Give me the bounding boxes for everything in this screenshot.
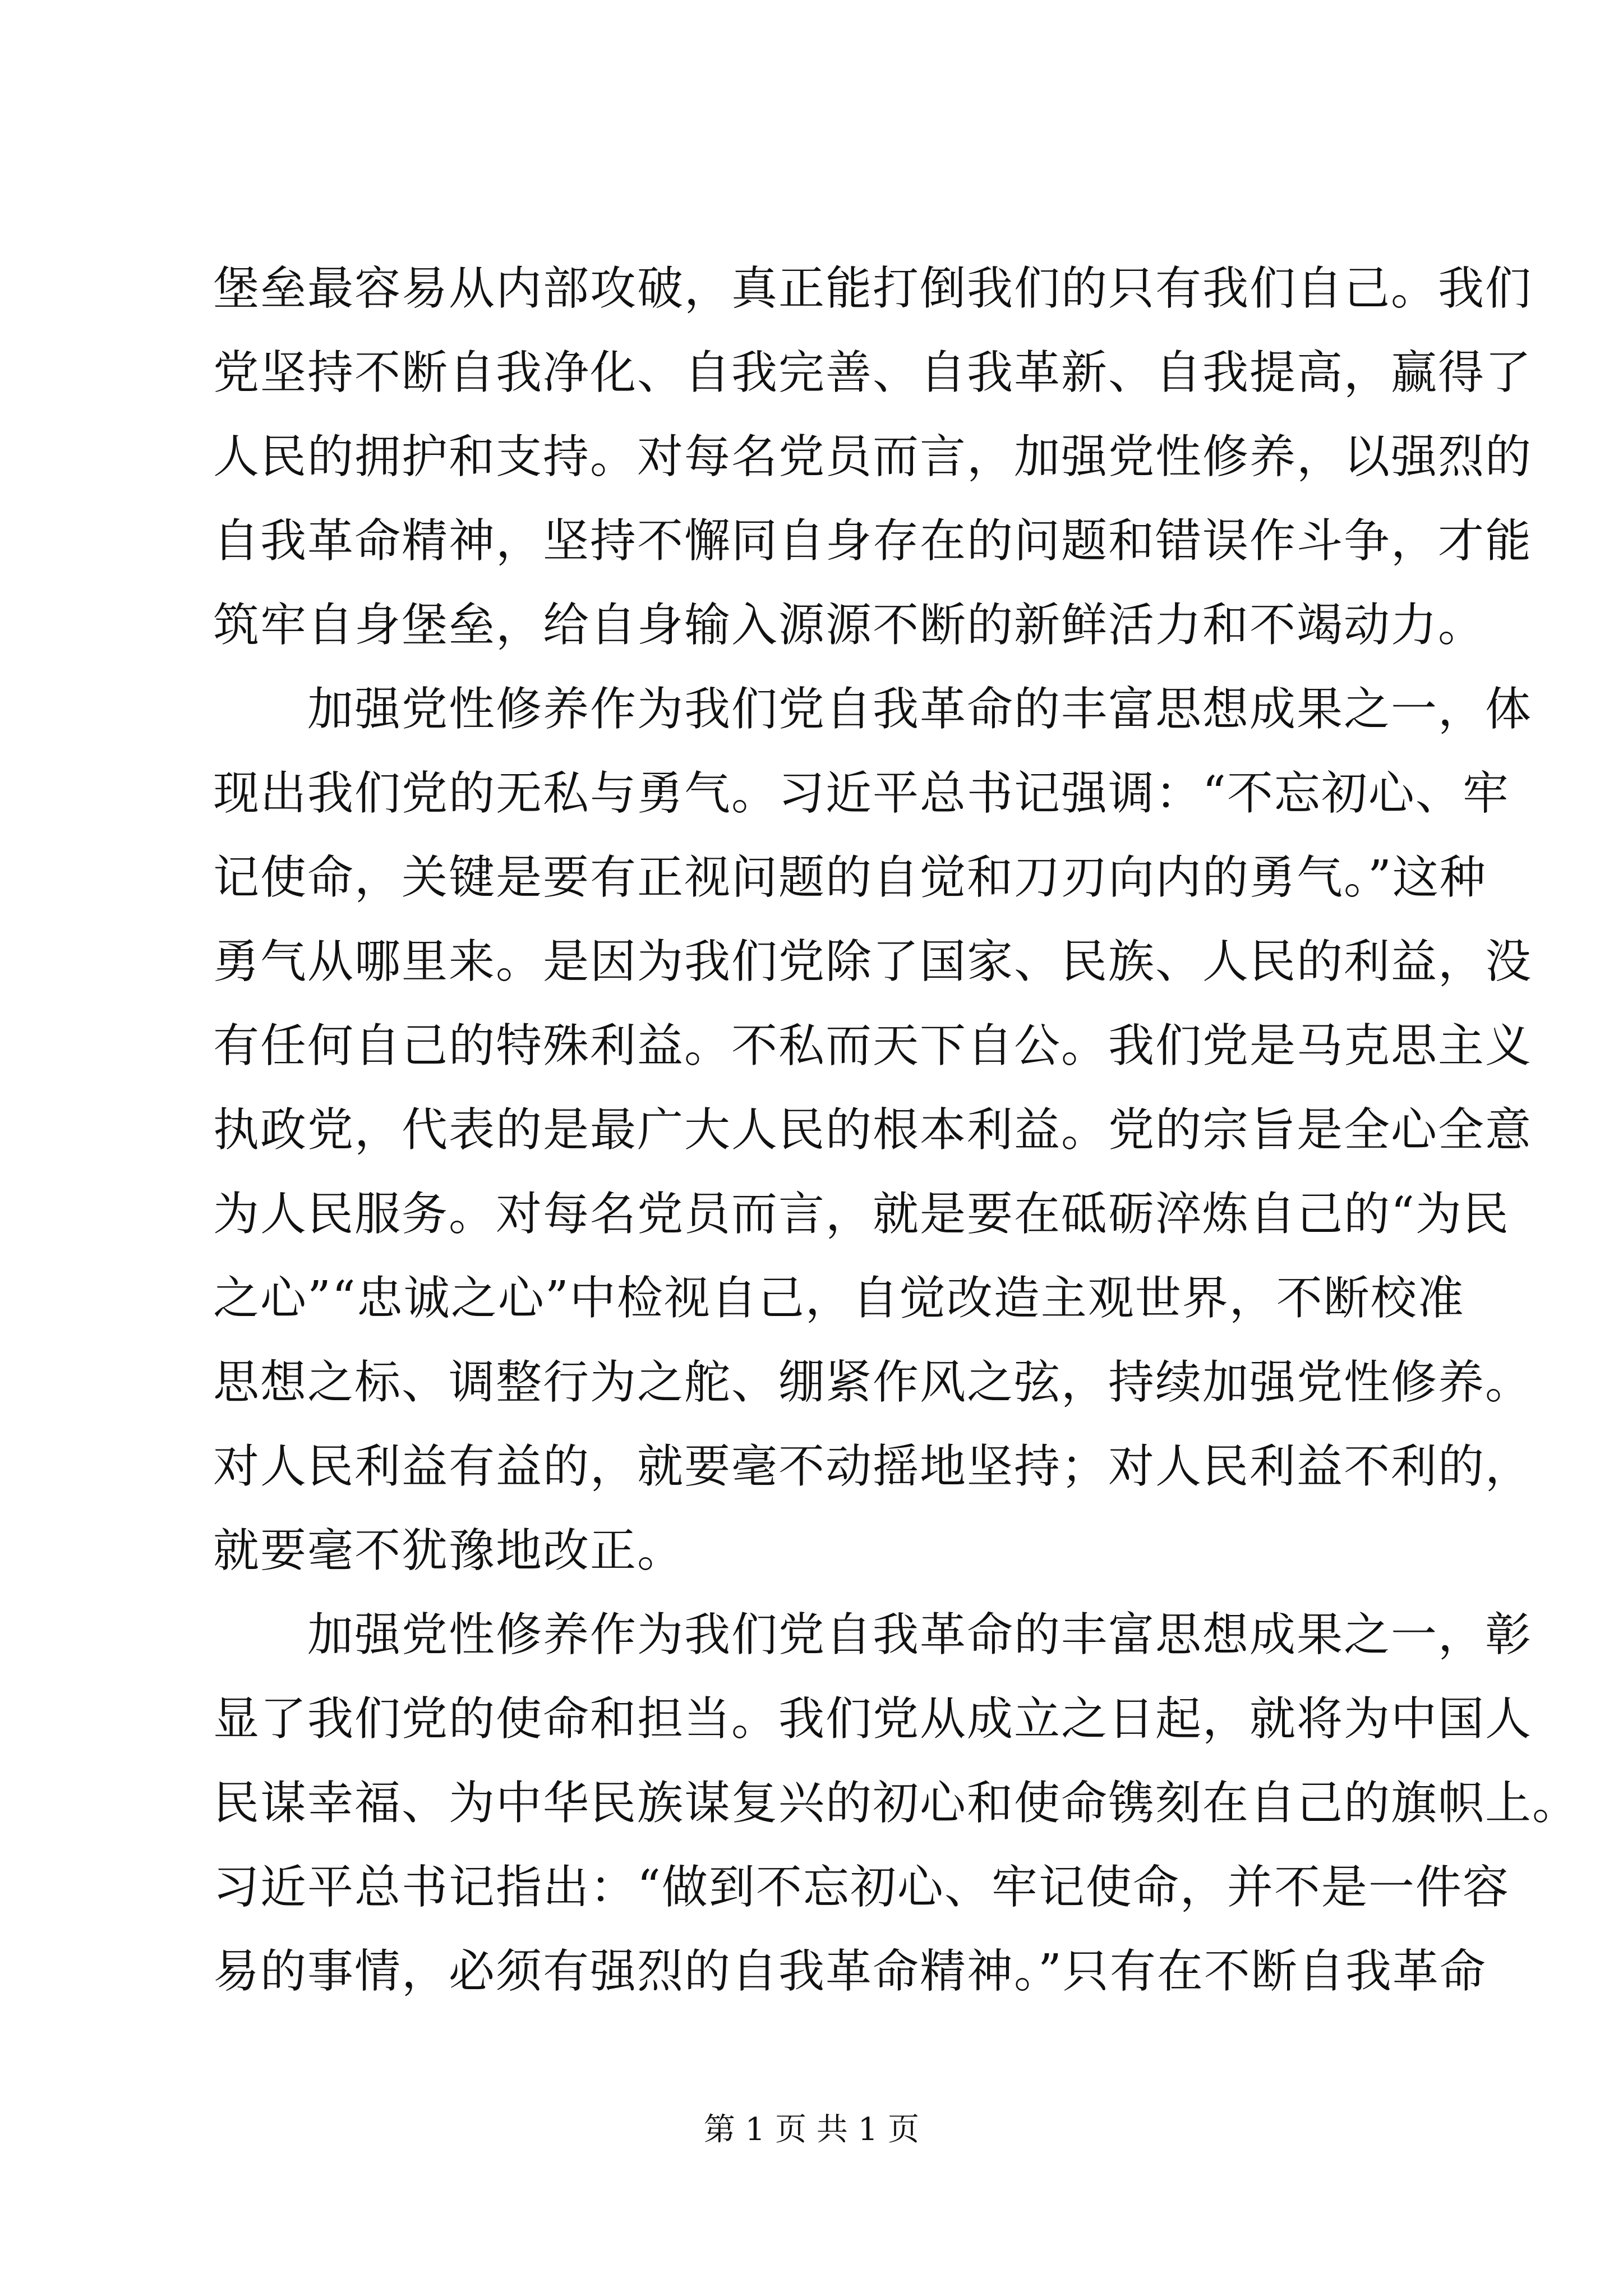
text-line-5: 筑牢自身堡垒，给自身输入源源不断的新鲜活力和不竭动力。 (213, 599, 1486, 652)
text-line-19: 民谋幸福、为中华民族谋复兴的初心和使命镌刻在自己的旗帜上。 (213, 1777, 1580, 1830)
text-line-10: 有任何自己的特殊利益。不私而天下自公。我们党是马克思主义 (213, 1019, 1533, 1073)
text-line-16: 就要毫不犹豫地改正。 (213, 1524, 685, 1577)
text-line-7: 现出我们党的无私与勇气。习近平总书记强调：“不忘初心、牢 (213, 767, 1510, 820)
text-line-13: 之心”“忠诚之心”中检视自己，自觉改造主观世界，不断校准 (213, 1272, 1465, 1325)
text-line-18: 显了我们党的使命和担当。我们党从成立之日起，就将为中国人 (213, 1692, 1533, 1746)
text-line-6: 加强党性修养作为我们党自我革命的丰富思想成果之一，体 (213, 683, 1533, 736)
text-line-9: 勇气从哪里来。是因为我们党除了国家、民族、人民的利益，没 (213, 935, 1533, 988)
page-number-footer: 第 1 页 共 1 页 (703, 2111, 920, 2148)
text-line-8: 记使命，关键是要有正视问题的自觉和刀刃向内的勇气。”这种 (213, 851, 1487, 904)
text-line-4: 自我革命精神，坚持不懈同自身存在的问题和错误作斗争，才能 (213, 514, 1533, 568)
text-line-17: 加强党性修养作为我们党自我革命的丰富思想成果之一，彰 (213, 1608, 1533, 1662)
text-line-21: 易的事情，必须有强烈的自我革命精神。”只有在不断自我革命 (213, 1945, 1487, 1998)
body-text (213, 247, 1580, 2014)
text-line-2: 党坚持不断自我净化、自我完善、自我革新、自我提高，赢得了 (213, 346, 1533, 399)
text-line-1: 堡垒最容易从内部攻破，真正能打倒我们的只有我们自己。我们 (213, 262, 1533, 315)
text-line-15: 对人民利益有益的，就要毫不动摇地坚持；对人民利益不利的， (213, 1440, 1533, 1493)
text-line-3: 人民的拥护和支持。对每名党员而言，加强党性修养，以强烈的 (213, 430, 1533, 484)
text-line-20: 习近平总书记指出：“做到不忘初心、牢记使命，并不是一件容 (213, 1861, 1510, 1914)
text-line-12: 为人民服务。对每名党员而言，就是要在砥砺淬炼自己的“为民 (213, 1188, 1510, 1241)
text-line-11: 执政党，代表的是最广大人民的根本利益。党的宗旨是全心全意 (213, 1103, 1533, 1157)
text-line-14: 思想之标、调整行为之舵、绷紧作风之弦，持续加强党性修养。 (213, 1356, 1533, 1409)
